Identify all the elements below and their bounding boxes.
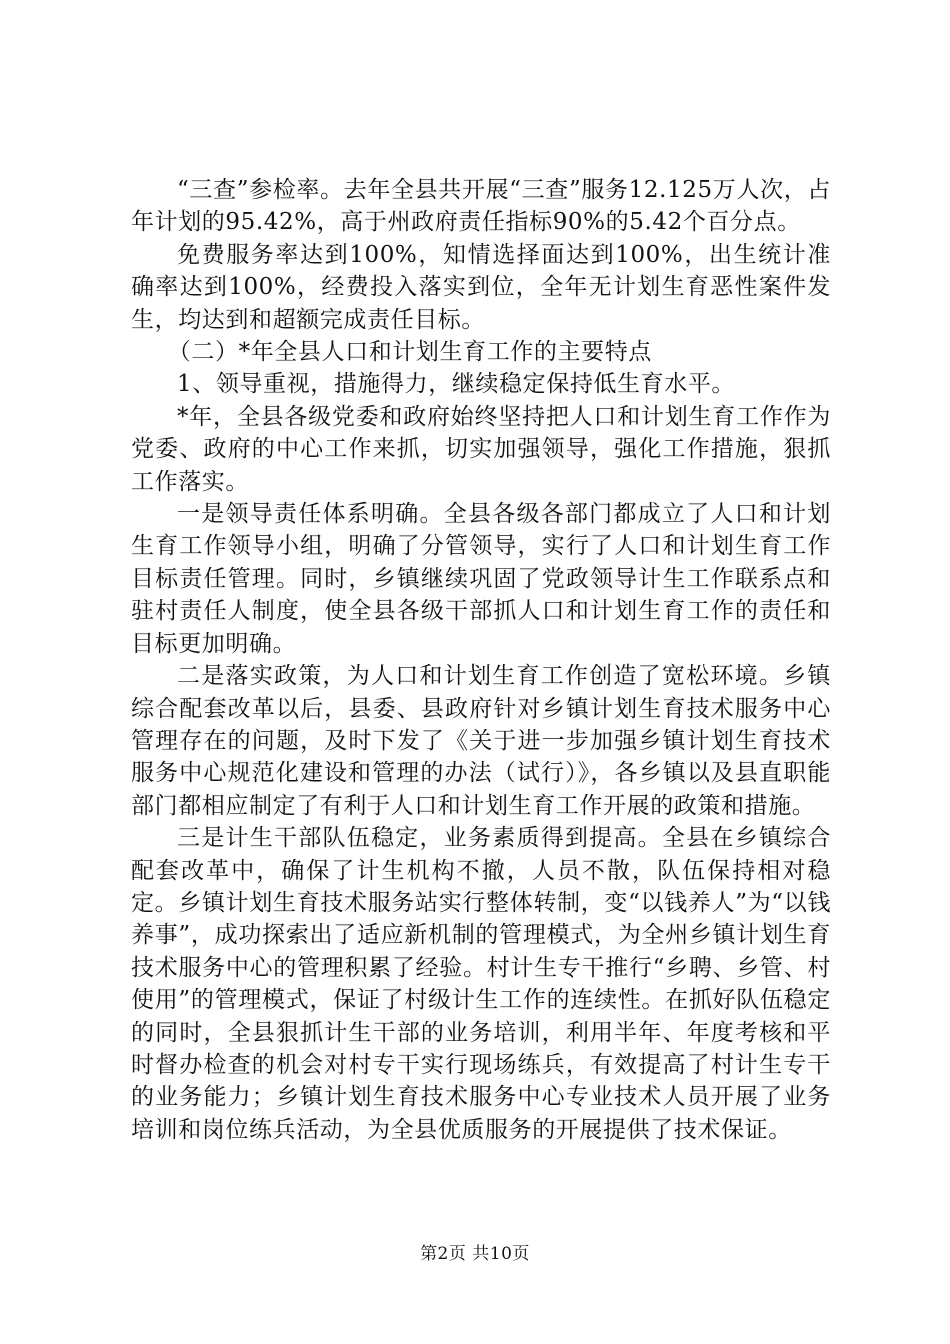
paragraph-free-service-rate: 免费服务率达到100%，知情选择面达到100%，出生统计准确率达到100%，经费投入落实到位，全年无计划生育恶性案件发生，均达到和超额完成责任目标。 [131,241,831,333]
paragraph-sancha-rate: “三查”参检率。去年全县共开展“三查”服务12.125万人次，占年计划的95.42%，高于州政府责任指标90%的5.42个百分点。 [131,177,831,236]
document-body [131,174,831,1146]
paragraph-staff-stability: 三是计生干部队伍稳定，业务素质得到提高。全县在乡镇综合配套改革中，确保了计生机构不撤，人员不散，队伍保持相对稳定。乡镇计划生育技术服务站实行整体转制，变“以钱养人”为“以钱养事”，成功探索出了适应新机制的管理模式，为全州乡镇计划生育技术服务中心的管理积累了经验。村计生专干推行“乡聘、乡管、村使用”的管理模式，保证了村级计生工作的连续性。在抓好队伍稳定的同时，全县狠抓计生干部的业务培训，利用半年、年度考核和平时督办检查的机会对村专干实行现场练兵，有效提高了村计生专干的业务能力；乡镇计划生育技术服务中心专业技术人员开展了业务培训和岗位练兵活动，为全县优质服务的开展提供了技术保证。 [131,825,831,1143]
paragraph-policy-implementation: 二是落实政策，为人口和计划生育工作创造了宽松环境。乡镇综合配套改革以后，县委、县政府针对乡镇计划生育技术服务中心管理存在的问题，及时下发了《关于进一步加强乡镇计划生育技术服务中心规范化建设和管理的办法（试行）》，各乡镇以及县直职能部门都相应制定了有利于人口和计划生育工作开展的政策和措施。 [131,663,831,819]
section-heading-main-features: （二）*年全县人口和计划生育工作的主要特点 [167,339,652,366]
paragraph-responsibility-system: 一是领导责任体系明确。全县各级各部门都成立了人口和计划生育工作领导小组，明确了分管领导，实行了人口和计划生育工作目标责任管理。同时，乡镇继续巩固了党政领导计生工作联系点和驻村责任人制度，使全县各级干部抓人口和计划生育工作的责任和目标更加明确。 [131,501,831,657]
paragraph-party-committee: *年，全县各级党委和政府始终坚持把人口和计划生育工作作为党委、政府的中心工作来抓，切实加强领导，强化工作措施，狠抓工作落实。 [131,403,831,495]
page-number-footer: 第2页 共10页 [420,1244,530,1264]
point-heading-leadership: 1、领导重视，措施得力，继续稳定保持低生育水平。 [177,371,736,398]
